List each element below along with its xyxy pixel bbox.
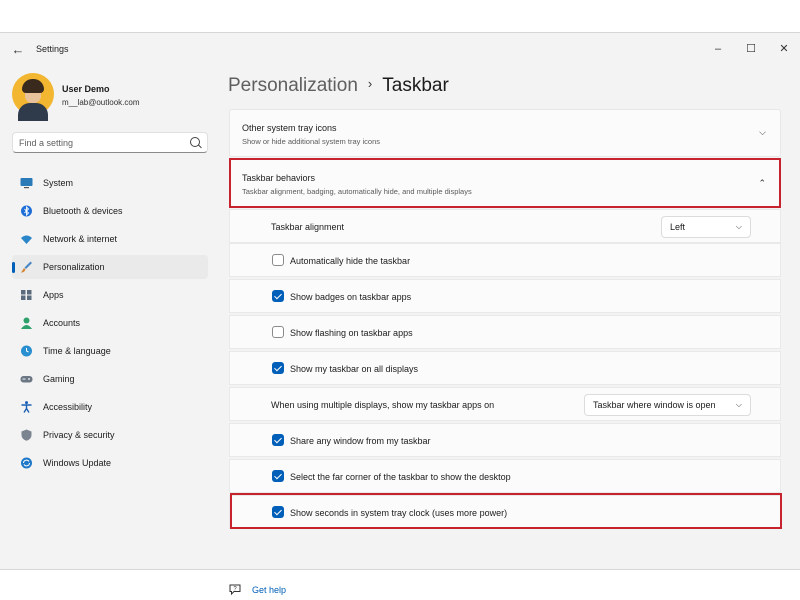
sidebar-item-label: Windows Update	[43, 458, 112, 468]
chevron-down-icon[interactable]: ⌵	[759, 127, 766, 137]
auto-hide-row[interactable]	[229, 243, 781, 277]
chevron-down-icon: ⌵	[735, 222, 742, 231]
setting-label: Automatically hide the taskbar	[290, 256, 411, 266]
share-window-checkbox[interactable]	[272, 434, 284, 446]
breadcrumb	[228, 75, 449, 97]
brush-icon	[20, 261, 33, 273]
sidebar-item-label: System	[43, 178, 74, 188]
multi-display-row	[229, 387, 781, 421]
bluetooth-icon	[20, 205, 33, 217]
show-flashing-row[interactable]	[229, 315, 781, 349]
show-badges-row[interactable]	[229, 279, 781, 313]
all-displays-row[interactable]	[229, 351, 781, 385]
taskbar-alignment-dropdown[interactable]	[661, 216, 751, 238]
sidebar-item-label: Apps	[43, 290, 64, 300]
wifi-icon	[20, 233, 33, 245]
apps-icon	[20, 289, 33, 301]
sidebar-item-windows-update[interactable]	[12, 451, 208, 475]
user-name: User Demo	[62, 84, 110, 94]
section-subtitle: Taskbar alignment, badging, automatically hide, and multiple displays	[242, 187, 472, 196]
setting-label: Select the far corner of the taskbar to show the desktop	[290, 472, 511, 482]
minimize-button[interactable]	[706, 39, 730, 59]
svg-text:?: ?	[233, 586, 237, 593]
close-button[interactable]	[772, 39, 796, 59]
chevron-up-icon[interactable]: ⌃	[758, 178, 766, 188]
taskbar-alignment-row	[229, 209, 781, 243]
title-bar	[0, 33, 800, 67]
setting-label: When using multiple displays, show my taskbar apps on	[271, 400, 495, 410]
sidebar-item-accessibility[interactable]	[12, 395, 208, 419]
show-seconds-row[interactable]	[229, 495, 781, 529]
setting-label: Show flashing on taskbar apps	[290, 328, 413, 338]
setting-label: Show badges on taskbar apps	[290, 292, 412, 302]
sidebar-item-bluetooth[interactable]	[12, 199, 208, 223]
help-icon	[229, 584, 241, 595]
sidebar-item-time-language[interactable]	[12, 339, 208, 363]
all-displays-checkbox[interactable]	[272, 362, 284, 374]
far-corner-checkbox[interactable]	[272, 470, 284, 482]
show-flashing-checkbox[interactable]	[272, 326, 284, 338]
person-icon	[20, 317, 33, 329]
minimize-icon: –	[714, 43, 722, 55]
sidebar-item-label: Gaming	[43, 374, 75, 384]
close-icon: ✕	[779, 43, 789, 55]
share-window-row[interactable]	[229, 423, 781, 457]
sidebar-item-system[interactable]	[12, 171, 208, 195]
sidebar-item-label: Accounts	[43, 318, 81, 328]
setting-label: Taskbar alignment	[271, 222, 345, 232]
dropdown-value: Taskbar where window is open	[593, 400, 716, 410]
sidebar-item-privacy[interactable]	[12, 423, 208, 447]
sidebar-item-network[interactable]	[12, 227, 208, 251]
sidebar-item-label: Time & language	[43, 346, 111, 356]
search-input[interactable]	[19, 136, 179, 150]
globe-clock-icon	[20, 345, 33, 357]
sidebar-item-gaming[interactable]	[12, 367, 208, 391]
update-icon	[20, 457, 33, 469]
selection-indicator	[12, 262, 15, 273]
app-title: Settings	[36, 44, 69, 54]
section-subtitle: Show or hide additional system tray icons	[242, 137, 380, 146]
accessibility-icon	[20, 401, 33, 413]
setting-label: Share any window from my taskbar	[290, 436, 431, 446]
breadcrumb-parent[interactable]: Personalization	[228, 75, 358, 96]
sidebar-item-label: Privacy & security	[43, 430, 115, 440]
sidebar-item-label: Accessibility	[43, 402, 93, 412]
page-title: Taskbar	[382, 75, 449, 96]
sidebar-item-label: Network & internet	[43, 234, 118, 244]
shield-icon	[20, 429, 33, 441]
gamepad-icon	[20, 373, 33, 385]
search-box[interactable]	[12, 132, 208, 153]
settings-window	[0, 32, 800, 595]
user-email: m__lab@outlook.com	[62, 98, 140, 107]
chevron-down-icon: ⌵	[735, 400, 742, 409]
sidebar-item-personalization[interactable]	[12, 255, 208, 279]
chevron-right-icon: ›	[367, 76, 373, 91]
tray-icons-section[interactable]	[229, 109, 781, 157]
sidebar-item-label: Bluetooth & devices	[43, 206, 123, 216]
show-badges-checkbox[interactable]	[272, 290, 284, 302]
dropdown-value: Left	[670, 222, 686, 232]
get-help-link[interactable]: Get help	[252, 585, 287, 595]
far-corner-row[interactable]	[229, 459, 781, 493]
sidebar-item-apps[interactable]	[12, 283, 208, 307]
search-icon[interactable]	[190, 137, 200, 147]
avatar[interactable]	[12, 73, 54, 115]
back-button[interactable]	[10, 42, 26, 58]
section-title: Taskbar behaviors	[242, 173, 316, 183]
taskbar-behaviors-section[interactable]	[229, 159, 781, 207]
monitor-icon	[20, 177, 33, 189]
multi-display-dropdown[interactable]	[584, 394, 751, 416]
arrow-left-icon: ←	[11, 42, 25, 57]
maximize-button[interactable]	[739, 39, 763, 59]
setting-label: Show seconds in system tray clock (uses more power)	[290, 508, 508, 518]
auto-hide-checkbox[interactable]	[272, 254, 284, 266]
setting-label: Show my taskbar on all displays	[290, 364, 419, 374]
maximize-icon: ☐	[746, 43, 756, 55]
sidebar-item-label: Personalization	[43, 262, 105, 272]
sidebar-item-accounts[interactable]	[12, 311, 208, 335]
show-seconds-checkbox[interactable]	[272, 506, 284, 518]
section-title: Other system tray icons	[242, 123, 337, 133]
